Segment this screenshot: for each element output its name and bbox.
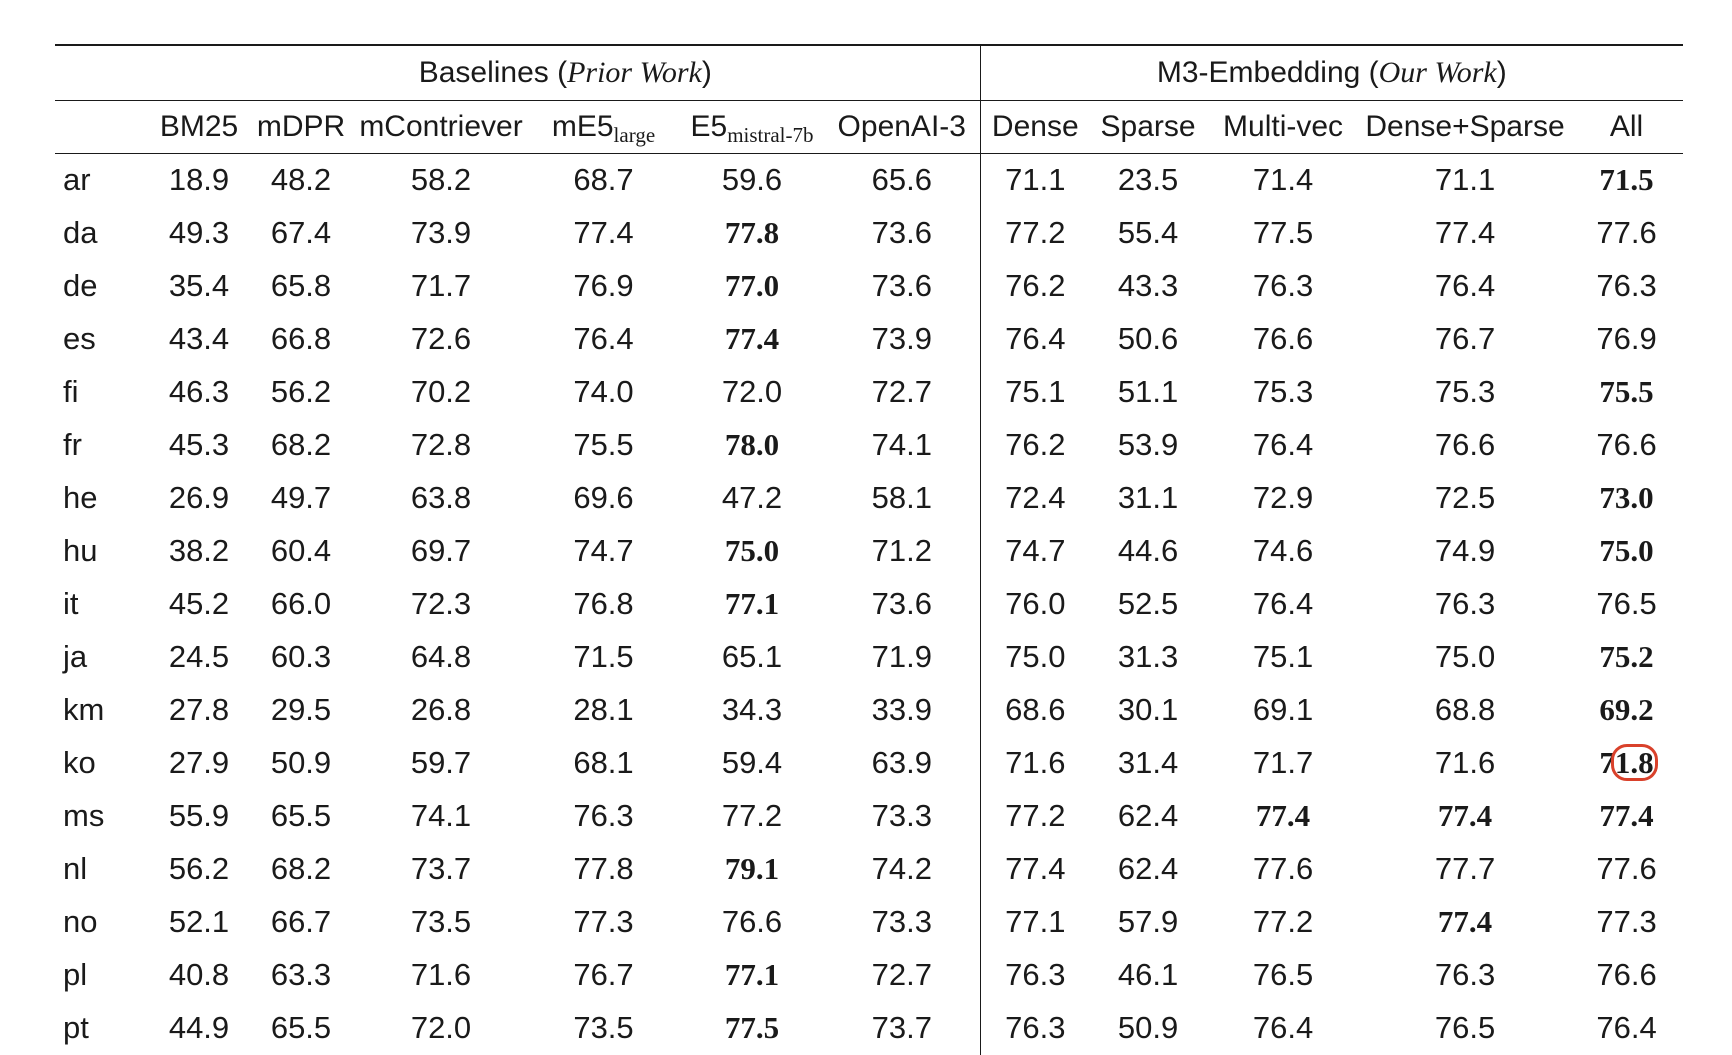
lang-cell: he bbox=[63, 480, 98, 515]
table-row bbox=[55, 207, 1683, 260]
cell-dense-sparse: 75.3 bbox=[1434, 374, 1496, 409]
cell-openai-3: 71.9 bbox=[824, 631, 980, 684]
group-header-baselines: Baselines (Prior Work) bbox=[151, 45, 980, 101]
cell-sparse: 46.1 bbox=[1117, 957, 1179, 992]
cell-bm25: 52.1 bbox=[168, 904, 230, 939]
col-header-dense-sparse: Dense+Sparse bbox=[1360, 101, 1570, 154]
cell-mcontriever: 71.7 bbox=[410, 268, 472, 303]
table-row bbox=[55, 260, 1683, 313]
table-row bbox=[55, 472, 1683, 525]
cell-openai-3: 72.7 bbox=[824, 366, 980, 419]
cell-sparse: 31.1 bbox=[1117, 480, 1179, 515]
cell-all: 75.0 bbox=[1599, 533, 1654, 568]
cell-mcontriever: 26.8 bbox=[410, 692, 472, 727]
cell-e5-mistral: 77.8 bbox=[724, 215, 780, 250]
cell-e5-mistral: 78.0 bbox=[724, 427, 780, 462]
cell-mdpr: 50.9 bbox=[270, 745, 332, 780]
lang-cell: hu bbox=[63, 533, 98, 568]
cell-openai-3: 73.3 bbox=[824, 790, 980, 843]
cell-multi-vec: 74.6 bbox=[1252, 533, 1314, 568]
cell-openai-3: 58.1 bbox=[824, 472, 980, 525]
cell-multi-vec: 76.4 bbox=[1252, 586, 1314, 621]
cell-e5-mistral: 75.0 bbox=[724, 533, 780, 568]
cell-multi-vec: 76.5 bbox=[1252, 957, 1314, 992]
cell-sparse: 55.4 bbox=[1117, 215, 1179, 250]
cell-all: 75.5 bbox=[1599, 374, 1654, 409]
lang-cell: de bbox=[63, 268, 98, 303]
cell-me5-large: 68.7 bbox=[573, 162, 634, 198]
cell-sparse: 44.6 bbox=[1117, 533, 1179, 568]
cell-bm25: 49.3 bbox=[168, 215, 230, 250]
cell-sparse: 30.1 bbox=[1117, 692, 1179, 727]
cell-dense: 77.2 bbox=[1005, 798, 1066, 833]
cell-mcontriever: 72.0 bbox=[410, 1010, 472, 1045]
cell-sparse: 50.6 bbox=[1117, 321, 1179, 356]
cell-bm25: 38.2 bbox=[168, 533, 230, 568]
table-row bbox=[55, 684, 1683, 737]
cell-bm25: 26.9 bbox=[168, 480, 230, 515]
cell-openai-3: 63.9 bbox=[824, 737, 980, 790]
cell-openai-3: 73.6 bbox=[824, 207, 980, 260]
cell-all: 76.6 bbox=[1596, 957, 1657, 992]
cell-dense-sparse: 74.9 bbox=[1434, 533, 1496, 568]
lang-cell: ja bbox=[63, 639, 88, 674]
cell-mdpr: 29.5 bbox=[270, 692, 332, 727]
cell-openai-3: 73.3 bbox=[824, 896, 980, 949]
cell-multi-vec: 71.4 bbox=[1252, 162, 1314, 198]
lang-cell: ar bbox=[63, 162, 91, 198]
cell-all: 73.0 bbox=[1599, 480, 1654, 515]
cell-me5-large: 77.4 bbox=[573, 215, 634, 250]
cell-mcontriever: 58.2 bbox=[410, 162, 472, 198]
cell-me5-large: 76.7 bbox=[573, 957, 634, 992]
table-row bbox=[55, 843, 1683, 896]
cell-all: 77.6 bbox=[1596, 851, 1657, 886]
cell-dense-sparse: 76.4 bbox=[1434, 268, 1496, 303]
cell-dense: 77.4 bbox=[1005, 851, 1066, 886]
cell-mcontriever: 72.6 bbox=[410, 321, 472, 356]
cell-all: 76.6 bbox=[1596, 427, 1657, 462]
cell-all: 76.4 bbox=[1596, 1010, 1657, 1045]
col-header-all: All bbox=[1570, 101, 1683, 154]
cell-mcontriever: 74.1 bbox=[410, 798, 472, 833]
cell-mdpr: 65.8 bbox=[270, 268, 332, 303]
cell-mdpr: 63.3 bbox=[270, 957, 332, 992]
cell-me5-large: 74.7 bbox=[573, 533, 634, 568]
table-row bbox=[55, 366, 1683, 419]
cell-me5-large: 73.5 bbox=[573, 1010, 634, 1045]
cell-dense: 71.1 bbox=[1005, 162, 1066, 198]
cell-me5-large: 77.3 bbox=[573, 904, 634, 939]
cell-dense: 77.2 bbox=[1005, 215, 1066, 250]
cell-openai-3: 73.9 bbox=[824, 313, 980, 366]
cell-dense: 76.2 bbox=[1005, 427, 1066, 462]
cell-bm25: 35.4 bbox=[168, 268, 230, 303]
cell-openai-3: 65.6 bbox=[824, 154, 980, 207]
cell-mcontriever: 63.8 bbox=[410, 480, 472, 515]
group-header-row bbox=[55, 45, 1683, 101]
cell-bm25: 56.2 bbox=[168, 851, 230, 886]
cell-multi-vec: 71.7 bbox=[1252, 745, 1314, 780]
cell-mcontriever: 72.3 bbox=[410, 586, 472, 621]
cell-openai-3: 71.2 bbox=[824, 525, 980, 578]
cell-multi-vec: 77.6 bbox=[1252, 851, 1314, 886]
col-header-me5-large: $mE5_{large}$ bbox=[527, 101, 680, 154]
cell-openai-3: 33.9 bbox=[824, 684, 980, 737]
cell-all: 69.2 bbox=[1599, 692, 1654, 727]
cell-bm25: 40.8 bbox=[168, 957, 230, 992]
cell-mdpr: 60.3 bbox=[270, 639, 332, 674]
cell-mdpr: 68.2 bbox=[270, 851, 332, 886]
col-header-sparse: Sparse bbox=[1090, 101, 1206, 154]
cell-dense-sparse: 77.4 bbox=[1437, 904, 1493, 939]
col-header-dense: Dense bbox=[980, 101, 1090, 154]
cell-e5-mistral: 77.1 bbox=[724, 586, 780, 621]
cell-mcontriever: 73.5 bbox=[410, 904, 472, 939]
cell-bm25: 24.5 bbox=[168, 639, 230, 674]
cell-me5-large: 28.1 bbox=[573, 692, 634, 727]
lang-cell: fi bbox=[63, 374, 79, 409]
cell-openai-3: 72.7 bbox=[824, 949, 980, 1002]
lang-cell: pl bbox=[63, 957, 88, 992]
cell-e5-mistral: 76.6 bbox=[721, 904, 783, 939]
table-row bbox=[55, 578, 1683, 631]
cell-e5-mistral: 59.4 bbox=[721, 745, 783, 780]
lang-cell: da bbox=[63, 215, 98, 250]
cell-mdpr: 60.4 bbox=[270, 533, 332, 568]
cell-dense-sparse: 77.7 bbox=[1434, 851, 1496, 886]
cell-mcontriever: 73.9 bbox=[410, 215, 472, 250]
results-table-container bbox=[55, 44, 1683, 1055]
table-row bbox=[55, 631, 1683, 684]
cell-all bbox=[1570, 737, 1683, 790]
cell-dense: 68.6 bbox=[1005, 692, 1066, 727]
table-row bbox=[55, 949, 1683, 1002]
cell-all: 77.3 bbox=[1596, 904, 1657, 939]
cell-dense-sparse: 77.4 bbox=[1434, 215, 1496, 250]
cell-dense: 75.1 bbox=[1005, 374, 1066, 409]
cell-all: 76.3 bbox=[1596, 268, 1657, 303]
table-body bbox=[55, 154, 1683, 1055]
highlighted-value: 71.8 bbox=[1599, 745, 1654, 780]
lang-cell: it bbox=[63, 586, 79, 621]
table-row bbox=[55, 313, 1683, 366]
cell-dense-sparse: 76.3 bbox=[1434, 957, 1496, 992]
cell-dense: 76.4 bbox=[1005, 321, 1066, 356]
cell-dense-sparse: 72.5 bbox=[1434, 480, 1496, 515]
cell-multi-vec: 76.4 bbox=[1252, 1010, 1314, 1045]
lang-cell: fr bbox=[63, 427, 82, 462]
cell-sparse: 31.4 bbox=[1117, 745, 1179, 780]
lang-cell: no bbox=[63, 904, 98, 939]
cell-me5-large: 76.3 bbox=[573, 798, 634, 833]
cell-e5-mistral: 77.2 bbox=[721, 798, 783, 833]
cell-dense-sparse: 76.3 bbox=[1434, 586, 1496, 621]
cell-mdpr: 65.5 bbox=[270, 798, 332, 833]
cell-bm25: 27.8 bbox=[168, 692, 230, 727]
cell-bm25: 27.9 bbox=[168, 745, 230, 780]
col-header-bm25: BM25 bbox=[151, 101, 247, 154]
col-header-mcontriever: mContriever bbox=[355, 101, 527, 154]
cell-all: 76.9 bbox=[1596, 321, 1657, 356]
cell-openai-3: 73.6 bbox=[824, 578, 980, 631]
cell-mdpr: 68.2 bbox=[270, 427, 332, 462]
cell-e5-mistral: 77.1 bbox=[724, 957, 780, 992]
table-row bbox=[55, 737, 1683, 790]
cell-mcontriever: 59.7 bbox=[410, 745, 472, 780]
cell-e5-mistral: 77.0 bbox=[724, 268, 780, 303]
cell-multi-vec: 76.4 bbox=[1252, 427, 1314, 462]
group-header-empty bbox=[55, 45, 151, 101]
cell-multi-vec: 76.3 bbox=[1252, 268, 1314, 303]
cell-dense: 76.3 bbox=[1005, 957, 1066, 992]
col-header-lang bbox=[55, 101, 151, 154]
cell-all: 76.5 bbox=[1596, 586, 1657, 621]
cell-mdpr: 66.8 bbox=[270, 321, 332, 356]
cell-multi-vec: 69.1 bbox=[1252, 692, 1314, 727]
cell-openai-3: 74.2 bbox=[824, 843, 980, 896]
column-header-row bbox=[55, 101, 1683, 154]
results-table bbox=[55, 44, 1683, 1055]
cell-sparse: 62.4 bbox=[1117, 851, 1179, 886]
cell-mcontriever: 64.8 bbox=[410, 639, 472, 674]
cell-me5-large: 69.6 bbox=[573, 480, 634, 515]
cell-dense-sparse: 75.0 bbox=[1434, 639, 1496, 674]
cell-mdpr: 56.2 bbox=[270, 374, 332, 409]
cell-me5-large: 77.8 bbox=[573, 851, 634, 886]
cell-e5-mistral: 65.1 bbox=[721, 639, 783, 674]
cell-e5-mistral: 79.1 bbox=[724, 851, 780, 886]
cell-dense-sparse: 76.5 bbox=[1434, 1010, 1496, 1045]
cell-bm25: 44.9 bbox=[168, 1010, 230, 1045]
cell-multi-vec: 77.5 bbox=[1252, 215, 1314, 250]
cell-e5-mistral: 47.2 bbox=[721, 480, 783, 515]
cell-bm25: 43.4 bbox=[168, 321, 230, 356]
table-row bbox=[55, 896, 1683, 949]
table-row bbox=[55, 790, 1683, 843]
cell-sparse: 57.9 bbox=[1117, 904, 1179, 939]
cell-dense: 74.7 bbox=[1005, 533, 1066, 568]
cell-dense-sparse: 77.4 bbox=[1437, 798, 1493, 833]
cell-sparse: 43.3 bbox=[1117, 268, 1179, 303]
table-row bbox=[55, 1002, 1683, 1055]
group-header-m3: M3-Embedding (Our Work) bbox=[980, 45, 1683, 101]
table-row bbox=[55, 154, 1683, 207]
cell-multi-vec: 75.1 bbox=[1252, 639, 1314, 674]
cell-me5-large: 76.9 bbox=[573, 268, 634, 303]
col-header-e5-mistral: $E5_{mistral-7b}$ bbox=[680, 101, 824, 154]
cell-dense: 72.4 bbox=[1005, 480, 1066, 515]
cell-e5-mistral: 77.5 bbox=[724, 1010, 780, 1045]
cell-mdpr: 66.0 bbox=[270, 586, 332, 621]
cell-dense: 75.0 bbox=[1005, 639, 1066, 674]
cell-mdpr: 66.7 bbox=[270, 904, 332, 939]
cell-dense: 77.1 bbox=[1005, 904, 1066, 939]
cell-me5-large: 68.1 bbox=[573, 745, 634, 780]
cell-all: 77.6 bbox=[1596, 215, 1657, 250]
cell-me5-large: 76.4 bbox=[573, 321, 634, 356]
lang-cell: pt bbox=[63, 1010, 89, 1045]
lang-cell: km bbox=[63, 692, 105, 727]
cell-sparse: 23.5 bbox=[1117, 162, 1179, 198]
table-row bbox=[55, 525, 1683, 578]
cell-me5-large: 76.8 bbox=[573, 586, 634, 621]
lang-cell: nl bbox=[63, 851, 88, 886]
cell-mcontriever: 70.2 bbox=[410, 374, 472, 409]
cell-me5-large: 71.5 bbox=[573, 639, 634, 674]
cell-bm25: 46.3 bbox=[168, 374, 230, 409]
cell-openai-3: 73.7 bbox=[824, 1002, 980, 1055]
cell-mdpr: 49.7 bbox=[270, 480, 332, 515]
cell-dense-sparse: 76.6 bbox=[1434, 427, 1496, 462]
cell-dense: 76.3 bbox=[1005, 1010, 1066, 1045]
cell-e5-mistral: 72.0 bbox=[721, 374, 783, 409]
cell-mcontriever: 69.7 bbox=[410, 533, 472, 568]
cell-dense: 76.0 bbox=[1005, 586, 1066, 621]
cell-multi-vec: 76.6 bbox=[1252, 321, 1314, 356]
cell-mcontriever: 73.7 bbox=[410, 851, 472, 886]
lang-cell: ko bbox=[63, 745, 96, 780]
cell-e5-mistral: 77.4 bbox=[724, 321, 780, 356]
cell-multi-vec: 77.2 bbox=[1252, 904, 1314, 939]
cell-sparse: 31.3 bbox=[1117, 639, 1179, 674]
col-header-mdpr: mDPR bbox=[247, 101, 355, 154]
cell-mdpr: 65.5 bbox=[270, 1010, 332, 1045]
cell-bm25: 55.9 bbox=[168, 798, 230, 833]
cell-sparse: 51.1 bbox=[1117, 374, 1179, 409]
cell-e5-mistral: 59.6 bbox=[721, 162, 783, 198]
cell-dense-sparse: 68.8 bbox=[1434, 692, 1496, 727]
col-header-openai-3: OpenAI-3 bbox=[824, 101, 980, 154]
lang-cell: ms bbox=[63, 798, 105, 833]
cell-multi-vec: 75.3 bbox=[1252, 374, 1314, 409]
cell-sparse: 62.4 bbox=[1117, 798, 1179, 833]
cell-all: 77.4 bbox=[1599, 798, 1654, 833]
table-row bbox=[55, 419, 1683, 472]
cell-mdpr: 48.2 bbox=[270, 162, 332, 198]
col-header-multi-vec: Multi-vec bbox=[1206, 101, 1360, 154]
cell-multi-vec: 72.9 bbox=[1252, 480, 1314, 515]
cell-sparse: 50.9 bbox=[1117, 1010, 1179, 1045]
cell-dense-sparse: 76.7 bbox=[1434, 321, 1496, 356]
cell-dense: 76.2 bbox=[1005, 268, 1066, 303]
cell-dense: 71.6 bbox=[1005, 745, 1066, 780]
cell-bm25: 18.9 bbox=[168, 162, 230, 198]
cell-sparse: 53.9 bbox=[1117, 427, 1179, 462]
cell-dense-sparse: 71.1 bbox=[1434, 162, 1496, 198]
cell-all: 75.2 bbox=[1599, 639, 1654, 674]
cell-bm25: 45.2 bbox=[168, 586, 230, 621]
cell-dense-sparse: 71.6 bbox=[1434, 745, 1496, 780]
lang-cell: es bbox=[63, 321, 96, 356]
cell-me5-large: 74.0 bbox=[573, 374, 634, 409]
cell-mcontriever: 71.6 bbox=[410, 957, 472, 992]
cell-e5-mistral: 34.3 bbox=[721, 692, 783, 727]
cell-mdpr: 67.4 bbox=[270, 215, 332, 250]
cell-openai-3: 74.1 bbox=[824, 419, 980, 472]
cell-openai-3: 73.6 bbox=[824, 260, 980, 313]
cell-multi-vec: 77.4 bbox=[1255, 798, 1311, 833]
cell-sparse: 52.5 bbox=[1117, 586, 1179, 621]
cell-bm25: 45.3 bbox=[168, 427, 230, 462]
cell-all: 71.5 bbox=[1599, 162, 1654, 198]
cell-mcontriever: 72.8 bbox=[410, 427, 472, 462]
cell-me5-large: 75.5 bbox=[573, 427, 634, 462]
